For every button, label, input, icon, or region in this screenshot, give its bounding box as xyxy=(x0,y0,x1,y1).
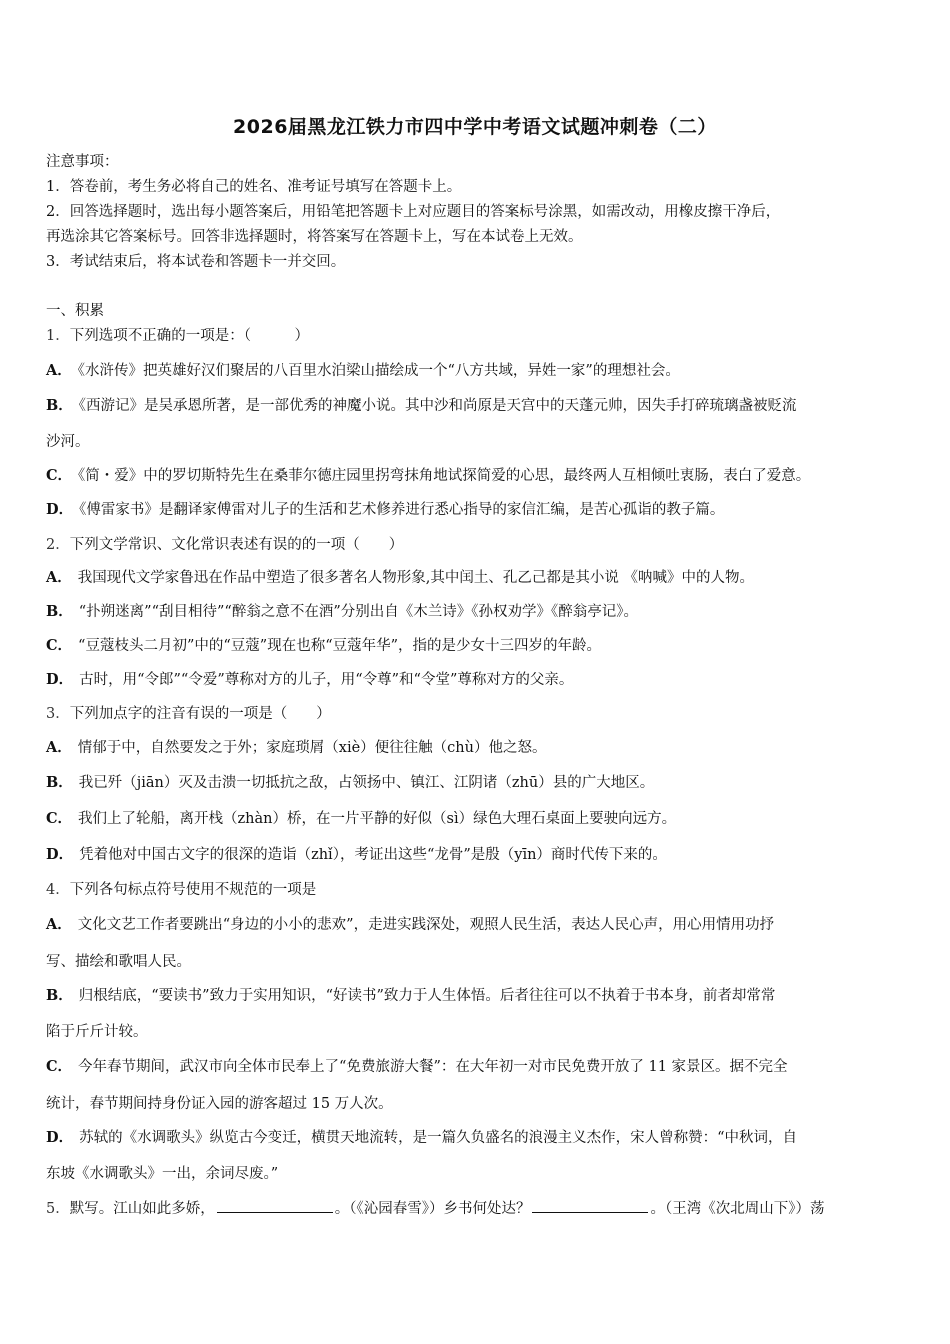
option-label: A． xyxy=(46,916,72,933)
question-3-stem xyxy=(46,704,916,724)
option-text: 归根结底，“要读书”致力于实用知识，“好读书”致力于人生体悟。后者往往可以不执着于书本身，前者却常常 xyxy=(78,988,776,1004)
option-label: C． xyxy=(46,637,73,654)
option-label: B． xyxy=(46,987,73,1004)
q1-option-b xyxy=(46,396,916,416)
question-5 xyxy=(46,1198,916,1219)
question-2-stem xyxy=(46,535,916,555)
notice-item-2: 2．回答选择题时，选出每小题答案后，用铅笔把答题卡上对应题目的答案标号涂黑，如需改动，用橡皮擦干净后， xyxy=(46,204,781,220)
option-label: D． xyxy=(46,846,74,863)
q2-option-d xyxy=(46,670,916,690)
q4-option-d xyxy=(46,1128,916,1148)
option-label: D． xyxy=(46,671,74,688)
option-label: C． xyxy=(46,1058,73,1075)
option-text: 我们上了轮船，离开栈（zhàn）桥，在一片平静的好似（sì）绿色大理石桌面上要驶向远方。 xyxy=(78,811,677,827)
q4-option-b xyxy=(46,986,916,1006)
option-label: A． xyxy=(46,362,72,379)
option-text: “豆蔻枝头二月初”中的“豆蔻”现在也称“豆蔻年华”，指的是少女十三四岁的年龄。 xyxy=(78,638,602,654)
option-label: D． xyxy=(46,501,74,518)
question-4-stem xyxy=(46,880,916,900)
option-text: 我国现代文学家鲁迅在作品中塑造了很多著名人物形象,其中闰土、孔乙己都是其小说 《呐喊》中的人物。 xyxy=(77,570,754,586)
option-text: 凭着他对中国古文字的很深的造诣（zhǐ），考证出这些“龙骨”是殷（yīn）商时代传下来的。 xyxy=(79,847,667,863)
option-label: C． xyxy=(46,810,73,827)
q4-option-d-cont: 东坡《水调歌头》一出，余词尽废。” xyxy=(46,1166,279,1182)
answer-blank-1[interactable] xyxy=(217,1198,333,1213)
question-text: 下列选项不正确的一项是：（ ） xyxy=(69,328,309,344)
question-number: 1． xyxy=(46,328,70,344)
question-text-part-1: 默写。江山如此多娇， xyxy=(69,1201,215,1217)
question-text-part-2: 。（《沁园春雪》）乡书何处达？ xyxy=(334,1201,531,1217)
notice-item-3: 3．考试结束后，将本试卷和答题卡一并交回。 xyxy=(46,254,346,270)
option-text: 《水浒传》把英雄好汉们聚居的八百里水泊梁山描绘成一个“八方共域，异姓一家”的理想社会。 xyxy=(77,363,680,379)
option-text: 《西游记》是吴承恩所著，是一部优秀的神魔小说。其中沙和尚原是天宫中的天蓬元帅，因失手打碎琉璃盏被贬流 xyxy=(78,398,797,414)
q2-option-c xyxy=(46,636,916,656)
option-text: 苏轼的《水调歌头》纵览古今变迁，横贯天地流转，是一篇久负盛名的浪漫主义杰作，宋人曾称赞：“中秋词，自 xyxy=(79,1130,797,1146)
q3-option-c xyxy=(46,809,916,829)
option-text: 《简・爱》中的罗切斯特先生在桑菲尔德庄园里拐弯抹角地试探简爱的心思，最终两人互相倾吐衷肠，表白了爱意。 xyxy=(78,468,811,484)
q1-option-c xyxy=(46,466,916,486)
option-label: D． xyxy=(46,1129,74,1146)
q4-option-c xyxy=(46,1057,916,1077)
question-1-stem xyxy=(46,326,916,346)
option-label: A． xyxy=(46,739,72,756)
q1-option-b-cont: 沙河。 xyxy=(46,434,90,450)
option-label: B． xyxy=(46,774,73,791)
option-label: A． xyxy=(46,569,72,586)
q3-option-d xyxy=(46,845,916,865)
option-label: B． xyxy=(46,397,73,414)
q3-option-b xyxy=(46,773,916,793)
option-text: 《傅雷家书》是翻译家傅雷对儿子的生活和艺术修养进行悉心指导的家信汇编，是苦心孤诣的教子篇。 xyxy=(79,502,725,518)
question-number: 3． xyxy=(46,706,70,722)
option-text: 我已歼（jiān）灭及击溃一切抵抗之敌，占领扬中、镇江、江阴诸（zhū）县的广大地区。 xyxy=(78,775,655,791)
answer-blank-2[interactable] xyxy=(532,1198,648,1213)
notice-item-2-cont: 再选涂其它答案标号。回答非选择题时，将答案写在答题卡上，写在本试卷上无效。 xyxy=(46,229,583,245)
option-text: 情郁于中，自然要发之于外；家庭琐屑（xiè）便往往触（chù）他之怒。 xyxy=(77,740,547,756)
option-label: B． xyxy=(46,603,73,620)
q4-option-c-cont: 统计，春节期间持身份证入园的游客超过 15 万人次。 xyxy=(46,1096,393,1112)
q4-option-a-cont: 写、描绘和歌唱人民。 xyxy=(46,954,191,970)
question-text: 下列各句标点符号使用不规范的一项是 xyxy=(69,882,317,898)
option-text: “扑朔迷离”“刮目相待”“醉翁之意不在酒”分别出自《木兰诗》《孙权劝学》《醉翁亭记》。 xyxy=(78,604,638,620)
q4-option-b-cont: 陷于斤斤计较。 xyxy=(46,1024,148,1040)
q1-option-a xyxy=(46,361,916,381)
option-text: 文化文艺工作者要跳出“身边的小小的悲欢”，走进实践深处，观照人民生活，表达人民心声，用心用情用功抒 xyxy=(77,917,775,933)
question-text: 下列文学常识、文化常识表述有误的的一项（ ） xyxy=(69,537,404,553)
question-number: 2． xyxy=(46,537,70,553)
question-number: 4． xyxy=(46,882,70,898)
question-number: 5． xyxy=(46,1201,70,1217)
question-text-part-3: 。（王湾《次北周山下》）荡 xyxy=(650,1201,825,1217)
q2-option-a xyxy=(46,568,916,588)
page-title: 2026届黑龙江铁力市四中学中考语文试题冲刺卷（二） xyxy=(233,116,717,138)
option-label: C． xyxy=(46,467,73,484)
section-heading: 一、积累 xyxy=(46,303,104,319)
question-text: 下列加点字的注音有误的一项是（ ） xyxy=(69,706,331,722)
option-text: 古时，用“令郎”“令爱”尊称对方的儿子，用“令尊”和“令堂”尊称对方的父亲。 xyxy=(79,672,574,688)
q2-option-b xyxy=(46,602,916,622)
q1-option-d xyxy=(46,500,916,520)
notice-heading: 注意事项： xyxy=(46,154,119,170)
notice-item-1: 1．答卷前，考生务必将自己的姓名、准考证号填写在答题卡上。 xyxy=(46,179,462,195)
q4-option-a xyxy=(46,915,916,935)
q3-option-a xyxy=(46,738,916,758)
option-text: 今年春节期间，武汉市向全体市民奉上了“免费旅游大餐”：在大年初一对市民免费开放了 11 家景区。据不完全 xyxy=(78,1059,788,1075)
